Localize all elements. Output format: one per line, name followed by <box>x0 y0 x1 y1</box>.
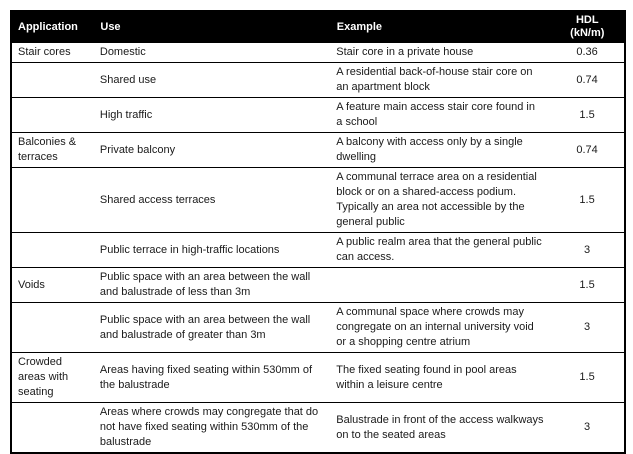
table-row <box>11 43 625 63</box>
use-cell: Private balcony <box>94 133 330 168</box>
use-cell: Domestic <box>94 43 330 63</box>
use-cell: Public space with an area between the wall and balustrade of greater than 3m <box>94 303 330 353</box>
column-header-example: Example <box>330 11 550 43</box>
column-header-hdl <box>550 11 625 43</box>
table-row <box>11 133 625 168</box>
application-cell: Voids <box>11 268 94 303</box>
application-cell <box>11 303 94 353</box>
use-cell: High traffic <box>94 98 330 133</box>
column-header-hdl-line2: (kN/m) <box>570 27 605 39</box>
example-cell: A public realm area that the general public can access. <box>330 233 550 268</box>
application-cell <box>11 233 94 268</box>
use-cell: Shared use <box>94 63 330 98</box>
table-header-row <box>11 11 625 43</box>
example-cell: A residential back-of-house stair core on an apartment block <box>330 63 550 98</box>
table-row <box>11 98 625 133</box>
use-cell: Areas having fixed seating within 530mm of the balustrade <box>94 353 330 403</box>
table-row <box>11 168 625 233</box>
hdl-table <box>10 10 626 454</box>
application-cell: Crowded areas with seating <box>11 353 94 403</box>
hdl-value-cell: 1.5 <box>550 353 625 403</box>
table-row <box>11 63 625 98</box>
hdl-value-cell: 1.5 <box>550 268 625 303</box>
table-row <box>11 353 625 403</box>
application-cell: Balconies & terraces <box>11 133 94 168</box>
example-cell: Stair core in a private house <box>330 43 550 63</box>
example-cell: Balustrade in front of the access walkways on to the seated areas <box>330 403 550 454</box>
application-cell <box>11 168 94 233</box>
example-cell: A feature main access stair core found in a school <box>330 98 550 133</box>
table-row <box>11 303 625 353</box>
use-cell: Public space with an area between the wall and balustrade of less than 3m <box>94 268 330 303</box>
column-header-application: Application <box>11 11 94 43</box>
hdl-value-cell: 0.74 <box>550 63 625 98</box>
hdl-table-container <box>10 10 626 454</box>
application-cell <box>11 403 94 454</box>
use-cell: Shared access terraces <box>94 168 330 233</box>
application-cell <box>11 63 94 98</box>
hdl-value-cell: 1.5 <box>550 168 625 233</box>
column-header-hdl-line1: HDL <box>575 14 599 26</box>
hdl-value-cell: 0.36 <box>550 43 625 63</box>
example-cell: A communal space where crowds may congregate on an internal university void or a shopping centre atrium <box>330 303 550 353</box>
hdl-value-cell: 3 <box>550 233 625 268</box>
example-cell: The fixed seating found in pool areas within a leisure centre <box>330 353 550 403</box>
example-cell: A communal terrace area on a residential block or on a shared-access podium. Typically an area not accessible by the general public <box>330 168 550 233</box>
column-header-use: Use <box>94 11 330 43</box>
application-cell: Stair cores <box>11 43 94 63</box>
hdl-value-cell: 1.5 <box>550 98 625 133</box>
example-cell <box>330 268 550 303</box>
hdl-value-cell: 0.74 <box>550 133 625 168</box>
use-cell: Public terrace in high-traffic locations <box>94 233 330 268</box>
example-cell: A balcony with access only by a single dwelling <box>330 133 550 168</box>
application-cell <box>11 98 94 133</box>
table-row <box>11 233 625 268</box>
table-row <box>11 403 625 454</box>
hdl-value-cell: 3 <box>550 303 625 353</box>
hdl-value-cell: 3 <box>550 403 625 454</box>
table-row <box>11 268 625 303</box>
use-cell: Areas where crowds may congregate that do not have fixed seating within 530mm of the balustrade <box>94 403 330 454</box>
